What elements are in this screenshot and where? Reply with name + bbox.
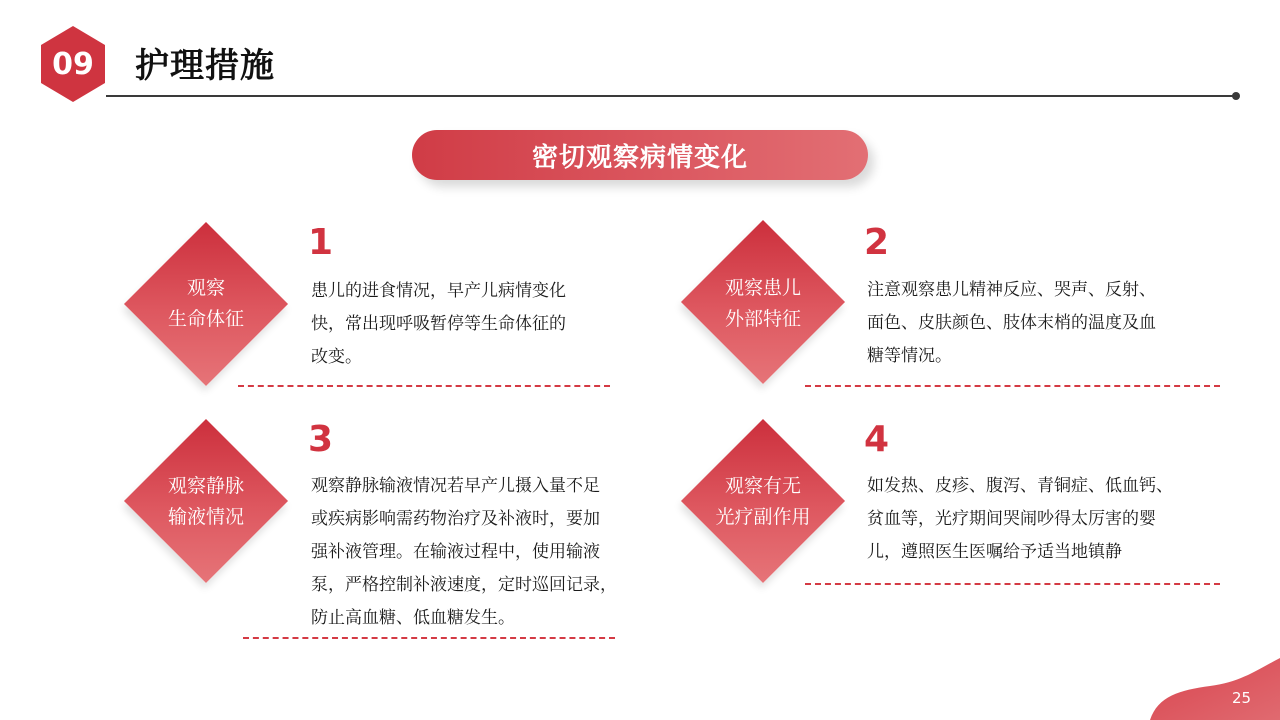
header-divider bbox=[106, 95, 1236, 97]
item-1-text-line-1: 患儿的进食情况，早产儿病情变化 bbox=[311, 281, 566, 301]
item-3-text-line-4: 泵，严格控制补液速度，定时巡回记录， bbox=[311, 575, 617, 595]
item-3-diamond-line-1: 观察静脉 bbox=[167, 475, 244, 497]
section-number: 09 bbox=[52, 46, 94, 82]
header-divider-dot bbox=[1232, 92, 1240, 100]
item-1-diamond-line-2: 生命体征 bbox=[167, 308, 244, 330]
item-4-text-line-3: 儿，遵照医生医嘱给予适当地镇静 bbox=[867, 542, 1122, 562]
item-1-dashed-divider bbox=[238, 385, 610, 387]
item-3-number: 3 bbox=[308, 419, 334, 460]
item-1-diamond-label bbox=[131, 273, 281, 335]
item-1-number: 1 bbox=[308, 222, 334, 263]
item-3-description bbox=[311, 470, 617, 635]
item-2-diamond-line-2: 外部特征 bbox=[724, 308, 801, 330]
item-2-text-line-2: 面色、皮肤颜色、肢体末梢的温度及血 bbox=[867, 313, 1156, 333]
item-3-text-line-5: 防止高血糖、低血糖发生。 bbox=[311, 608, 515, 628]
item-3-dashed-divider bbox=[243, 637, 615, 639]
item-3-diamond-label bbox=[131, 471, 281, 533]
corner-wave-decoration bbox=[1150, 658, 1280, 720]
item-4-diamond-line-1: 观察有无 bbox=[724, 475, 801, 497]
page-title: 护理措施 bbox=[135, 46, 275, 86]
item-4-dashed-divider bbox=[805, 583, 1220, 585]
item-4-number: 4 bbox=[864, 419, 890, 460]
item-2-diamond-line-1: 观察患儿 bbox=[724, 277, 801, 299]
item-1-text-line-3: 改变。 bbox=[311, 347, 362, 367]
item-3-diamond-line-2: 输液情况 bbox=[167, 506, 244, 528]
item-2-text-line-3: 糖等情况。 bbox=[867, 346, 952, 366]
item-4-description bbox=[867, 470, 1173, 569]
section-banner: 密切观察病情变化 bbox=[412, 130, 868, 180]
item-4-text-line-1: 如发热、皮疹、腹泻、青铜症、低血钙、 bbox=[867, 476, 1173, 496]
item-3-text-line-3: 强补液管理。在输液过程中，使用输液 bbox=[311, 542, 600, 562]
item-3-text-line-1: 观察静脉输液情况若早产儿摄入量不足 bbox=[311, 476, 600, 496]
item-2-dashed-divider bbox=[805, 385, 1220, 387]
item-4-diamond-line-2: 光疗副作用 bbox=[715, 506, 811, 528]
item-3-text-line-2: 或疾病影响需药物治疗及补液时，要加 bbox=[311, 509, 600, 529]
item-2-text-line-1: 注意观察患儿精神反应、哭声、反射、 bbox=[867, 280, 1156, 300]
item-4-diamond-label bbox=[688, 471, 838, 533]
item-2-diamond-label bbox=[688, 273, 838, 335]
item-2-description bbox=[867, 274, 1156, 373]
item-1-diamond-line-1: 观察 bbox=[186, 277, 225, 299]
page-number: 25 bbox=[1232, 689, 1252, 707]
item-4-text-line-2: 贫血等，光疗期间哭闹吵得太厉害的婴 bbox=[867, 509, 1156, 529]
section-number-badge bbox=[38, 24, 108, 104]
item-1-description bbox=[311, 275, 566, 374]
item-1-text-line-2: 快，常出现呼吸暂停等生命体征的 bbox=[311, 314, 566, 334]
item-2-number: 2 bbox=[864, 222, 890, 263]
